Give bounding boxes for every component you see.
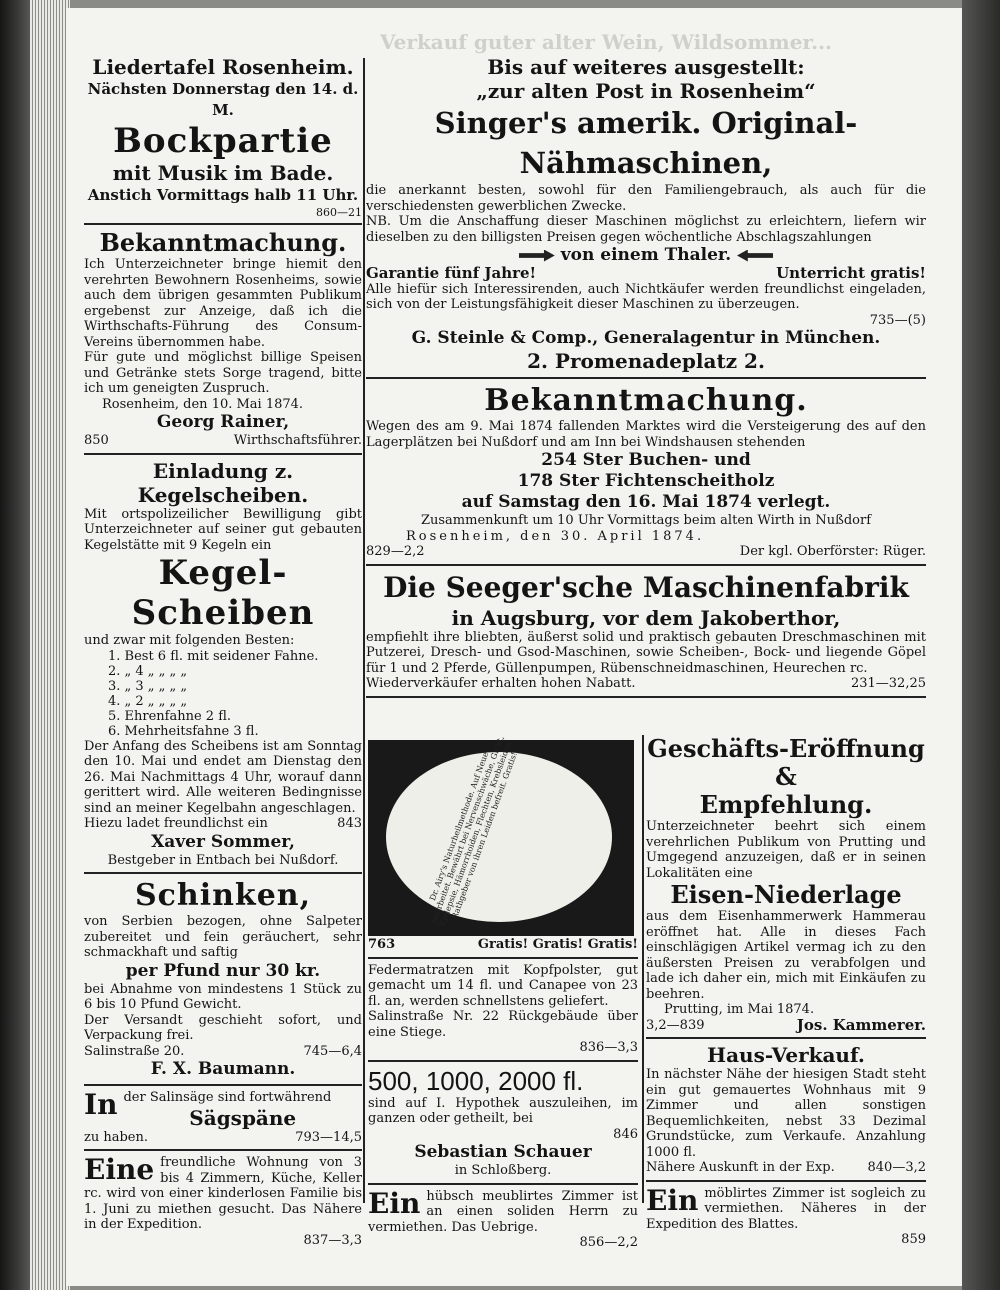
- ad-ref: 3,2—839: [646, 1017, 705, 1033]
- ad-ref: 735—(5): [869, 312, 926, 328]
- ad-line3: Anstich Vormittags halb 11 Uhr.: [87, 186, 359, 204]
- ad-signature: F. X. Baumann.: [150, 1059, 296, 1079]
- ad-paragraph: Wiederverkäufer erhalten hohen Nabatt.: [366, 676, 636, 691]
- ad-liedertafel: [84, 55, 362, 219]
- divider: [366, 564, 926, 566]
- ad-wood: 254 Ster Buchen- und: [541, 450, 751, 470]
- ad-paragraph: Mit ortspolizeilicher Bewilligung gibt Unterzeichneter auf seiner gut gebauten Kegelstätte mit 9 Kegeln ein: [84, 506, 362, 553]
- ad-paragraph: Unterzeichneter beehrt sich einem verehrlichen Publikum von Prutting und Umgegend anzuzeigen, daß er in seinen Lokalitäten eine: [646, 819, 926, 881]
- ad-paragraph: Für gute und möglichst billige Speisen und Getränke stets Sorge tragend, bitte ich um geneigten Zuspruch.: [84, 350, 362, 396]
- ad-ref: 856—2,2: [579, 1235, 638, 1250]
- thaler-text: von einem Thaler.: [560, 245, 732, 265]
- lower-middle-column: [368, 937, 638, 1251]
- ad-title: Liedertafel Rosenheim.: [92, 55, 354, 79]
- ad-title: Empfehlung.: [699, 790, 873, 819]
- ad-paragraph: Wegen des am 9. Mai 1874 fallenden Marktes wird die Versteigerung des auf den Lagerplätzen bei Nußdorf und am Inn bei Windshausen stehenden: [366, 419, 926, 450]
- ad-saegspaene: [84, 1090, 362, 1145]
- book-binding: [0, 0, 30, 1290]
- ad-paragraph: Ich Unterzeichneter bringe hiemit den verehrten Bewohnern Rosenheims, sowie auch dem übrigen gesammten Publikum ergebenst zur Anzeige, daß ich die Wirthschafts-Führung des Consum-Vereins übernommen habe.: [84, 257, 362, 350]
- ad-paragraph: sind auf I. Hypothek auszuleihen, im ganzen oder getheilt, bei: [368, 1095, 638, 1126]
- drop-word: Ein: [368, 1186, 421, 1220]
- ad-role: Bestgeber in Entbach bei Nußdorf.: [107, 852, 339, 868]
- ad-thaler: [366, 245, 926, 266]
- ad-ref: 859: [901, 1232, 926, 1247]
- list-item: 6. Mehrheitsfahne 3 fl.: [108, 723, 259, 739]
- ad-subtitle: in Augsburg, vor dem Jakoberthor,: [451, 605, 841, 630]
- ad-paragraph: der Salinsäge sind fortwährend: [123, 1090, 332, 1105]
- ad-ref: 850: [84, 433, 109, 448]
- ad-paragraph: NB. Um die Anschaffung dieser Maschinen möglichst zu erleichtern, liefern wir dieselben zu den billigsten Preisen gegen wöchentliche Abschlagszahlungen: [366, 214, 926, 245]
- list-item: 4. „ 2 „ „ „ „: [108, 693, 188, 709]
- oval-label: [386, 734, 612, 928]
- ad-paragraph: In nächster Nähe der hiesigen Stadt steht ein gut gemauertes Wohnhaus mit 9 Zimmer und allen sonstigen Bequemlichkeiten, nebst 33 Dezimal Grundstücke, zum Verkaufe. Anzahlung 1000 fl.: [646, 1067, 926, 1160]
- ad-zimmer-2: [646, 1183, 926, 1248]
- ad-title: Haus-Verkauf.: [707, 1043, 865, 1067]
- ad-ref: 763: [368, 937, 396, 952]
- ad-headline: Eisen-Niederlage: [670, 880, 902, 909]
- ad-address: 2. Promenadeplatz 2.: [527, 349, 765, 373]
- ad-unterricht: Unterricht gratis!: [776, 264, 926, 282]
- ad-paragraph: Federmatratzen mit Kopfpolster, gut gemacht um 14 fl. und Canapee von 23 fl. an, werden schnellstens geliefert.: [368, 962, 638, 1009]
- drop-word: Eine: [84, 1153, 155, 1186]
- ad-bekanntmachung-holz: [366, 383, 926, 560]
- ad-wood: 178 Ster Fichtenscheitholz: [517, 471, 775, 491]
- divider: [646, 1037, 926, 1039]
- drop-word: In: [84, 1088, 118, 1121]
- ad-ref: 846: [613, 1126, 638, 1142]
- ad-line2: mit Musik im Bade.: [112, 161, 334, 185]
- ad-ref: 840—3,2: [867, 1160, 926, 1175]
- ad-price: per Pfund nur 30 kr.: [125, 960, 321, 981]
- ad-paragraph: von Serbien bezogen, ohne Salpeter zubereitet und fein geräuchert, sehr schmackhaft und saftig: [84, 914, 362, 960]
- ad-singer: [366, 55, 926, 373]
- ad-zimmer-1: [368, 1186, 638, 1251]
- ad-headline: Singer's amerik. Original-Nähmaschinen,: [434, 106, 858, 180]
- ad-federmatratzen: [368, 963, 638, 1056]
- ad-title: Die Seeger'sche Maschinenfabrik: [383, 570, 909, 604]
- ad-paragraph: Alle hiefür sich Interessirenden, auch Nichtkäufer werden freundlichst eingeladen, sich von der Leistungsfähigkeit dieser Maschinen zu überzeugen.: [366, 281, 926, 312]
- ad-signature: Georg Rainer,: [156, 412, 290, 432]
- ad-seeger: [366, 570, 926, 692]
- ad-garantie: Garantie fünf Jahre!: [366, 264, 537, 282]
- ad-title: Bekanntmachung.: [484, 383, 808, 418]
- divider: [368, 957, 638, 959]
- ad-ref: 860—21: [316, 206, 362, 219]
- ad-paragraph: Der Versandt geschieht sofort, und Verpackung frei.: [84, 1012, 362, 1043]
- ad-title: Geschäfts-Eröffnung &: [647, 734, 925, 791]
- ad-place-date: Prutting, im Mai 1874.: [664, 1002, 815, 1017]
- ad-paragraph: die anerkannt besten, sowohl für den Familiengebrauch, als auch für die verschiedensten gewerblichen Zwecke.: [366, 183, 926, 214]
- prize-list: [84, 649, 362, 739]
- ad-hausverkauf: [646, 1043, 926, 1176]
- ad-place-date: Rosenheim, den 30. April 1874.: [406, 528, 705, 544]
- divider: [368, 1060, 638, 1062]
- ad-place: in Schloßberg.: [454, 1163, 552, 1178]
- ad-wohnung: [84, 1155, 362, 1248]
- pointing-hand-icon: [519, 250, 555, 262]
- ad-paragraph: freundliche Wohnung von 3 bis 4 Zimmern, Küche, Keller rc. wird von einer kinderlosen Familie bis 1. Juni zu miethen gesucht. Das Nähere in der Expedition.: [84, 1155, 362, 1232]
- ad-headline: Schinken,: [134, 878, 312, 913]
- ad-kegelscheiben: [84, 459, 362, 869]
- column-rule-right: [642, 735, 644, 1203]
- ad-signature: Sebastian Schauer: [414, 1142, 592, 1162]
- left-column: [84, 55, 362, 1248]
- ad-bekanntmachung-rainer: [84, 229, 362, 449]
- ad-line: Bis auf weiteres ausgestellt:: [487, 55, 805, 79]
- ad-place-date: Rosenheim, den 10. Mai 1874.: [102, 396, 304, 412]
- page-edges: [30, 0, 70, 1290]
- ad-ref: 829—2,2: [366, 544, 425, 559]
- divider: [84, 223, 362, 225]
- ad-end: zu haben.: [84, 1129, 148, 1145]
- pointing-hand-icon: [737, 250, 773, 262]
- right-column: [646, 735, 926, 1248]
- ad-schinken: [84, 878, 362, 1080]
- ad-ref: 745—6,4: [303, 1043, 362, 1059]
- divider: [366, 696, 926, 698]
- divider: [84, 1084, 362, 1086]
- list-item: 2. „ 4 „ „ „ „: [108, 663, 188, 679]
- ad-paragraph: bei Abnahme von mindestens 1 Stück zu 6 bis 10 Pfund Gewicht.: [84, 981, 362, 1012]
- ad-role: Wirthschaftsführer.: [233, 433, 362, 448]
- ad-paragraph: Zusammenkunft um 10 Uhr Vormittags beim alten Wirth in Nußdorf: [420, 513, 872, 528]
- ad-more-info: Nähere Auskunft in der Exp.: [646, 1160, 835, 1175]
- divider: [84, 1149, 362, 1151]
- ad-ref: 836—3,3: [579, 1040, 638, 1055]
- drop-word: Ein: [646, 1183, 699, 1217]
- oval-text: Dr. Airy's Naturheilmethode. Auf Neue bearbeitet. Bewährt bei Nervenschwäche, Gicht, Epilepsie, Hämorrhoiden, Flechten, Krebsleiden, Rathgeber von ihren Leiden befreit. Gratis!: [427, 734, 519, 928]
- ad-invite: Hiezu ladet freundlichst ein: [84, 816, 268, 831]
- ad-paragraph: hübsch meublirtes Zimmer ist an einen soliden Herrn zu vermiethen. Das Uebrige.: [368, 1188, 638, 1235]
- ad-line: „zur alten Post in Rosenheim“: [476, 79, 816, 103]
- column-rule-left: [363, 58, 365, 1203]
- divider: [368, 1183, 638, 1185]
- bleed-through-text: Verkauf guter alter Wein, Wildsommer...: [380, 30, 833, 54]
- ad-date: auf Samstag den 16. Mai 1874 verlegt.: [461, 492, 831, 512]
- list-item: 1. Best 6 fl. mit seidener Fahne.: [108, 648, 319, 664]
- divider: [84, 453, 362, 455]
- ad-signature: Der kgl. Oberförster: Rüger.: [739, 544, 926, 559]
- ad-address: Salinstraße 20.: [84, 1043, 185, 1059]
- ad-address: Salinstraße Nr. 22 Rückgebäude über eine Stiege.: [368, 1009, 638, 1040]
- ad-firm: G. Steinle & Comp., Generalagentur in München.: [411, 328, 881, 348]
- ad-title: Bekanntmachung.: [99, 228, 347, 257]
- ad-paragraph: aus dem Eisenhammerwerk Hammerau eröffnet hat. Alle in dieses Fach einschlägigen Artikel vermag ich zu den äußersten Preisen zu verabfolgen und lade ich daher ein, mich mit Einkäufen zu beehren.: [646, 909, 926, 1002]
- ad-ref: 837—3,3: [303, 1232, 362, 1248]
- ad-hypothek: [368, 1066, 638, 1179]
- ad-paragraph: möblirtes Zimmer ist sogleich zu vermiethen. Näheres in der Expedition des Blattes.: [646, 1185, 926, 1232]
- divider: [646, 1180, 926, 1182]
- ad-ref: 793—14,5: [295, 1129, 362, 1145]
- ad-gratis: Gratis! Gratis! Gratis!: [477, 937, 638, 952]
- ad-ref: 843: [337, 816, 362, 831]
- ad-headline: 500, 1000, 2000 fl.: [368, 1065, 584, 1096]
- list-item: 5. Ehrenfahne 2 fl.: [108, 708, 232, 724]
- ad-geschaeftseroeffnung: [646, 735, 926, 1033]
- ad-signature: Xaver Sommer,: [151, 831, 295, 852]
- main-column: [366, 55, 926, 702]
- list-item: 3. „ 3 „ „ „ „: [108, 678, 188, 694]
- ad-headline: Kegel-Scheiben: [131, 553, 315, 633]
- divider: [84, 872, 362, 874]
- ad-ref: 231—32,25: [850, 676, 926, 691]
- ad-headline: Sägspäne: [189, 1105, 297, 1130]
- ad-line: Nächsten Donnerstag den 14. d. M.: [87, 80, 359, 119]
- ad-airy-image: [368, 734, 634, 936]
- ad-paragraph: empfiehlt ihre bliebten, äußerst solid und praktisch gebauten Dreschmaschinen mit Putzerei, Dresch- und Gsod-Maschinen, sowie Scheiben-, Bock- und liegende Göpel für 1 und 2 Pferde, Güllenpumpen, Rübenschneidmaschinen, Heurechen rc.: [366, 629, 926, 676]
- ad-headline: Bockpartie: [113, 121, 333, 161]
- divider: [366, 377, 926, 379]
- right-margin-shadow: [962, 0, 1000, 1290]
- ad-signature: Jos. Kammerer.: [796, 1015, 926, 1034]
- ad-intro: und zwar mit folgenden Besten:: [84, 633, 295, 648]
- ad-paragraph: Der Anfang des Scheibens ist am Sonntag den 10. Mai und endet am Dienstag den 26. Mai Nachmittags 4 Uhr, worauf dann gerittert wird. Alle weiteren Bedingnisse sind an meiner Kegelbahn angeschlagen.: [84, 738, 362, 816]
- ad-title: Einladung z. Kegelscheiben.: [137, 458, 309, 507]
